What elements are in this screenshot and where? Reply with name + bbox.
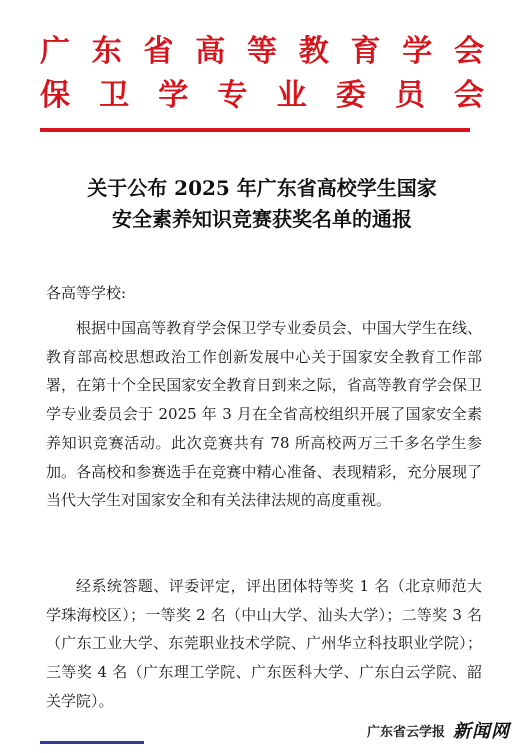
org-char: 会 bbox=[454, 34, 484, 69]
org-char: 高 bbox=[195, 34, 226, 69]
org-char: 育 bbox=[350, 34, 381, 69]
org-char: 专 bbox=[217, 78, 248, 113]
org-char: 省 bbox=[143, 34, 174, 69]
org-char: 学 bbox=[158, 78, 189, 113]
document-title-line-2: 安全素养知识竞赛获奖名单的通报 bbox=[112, 207, 412, 231]
letterhead bbox=[0, 0, 524, 135]
footer-accent-bar bbox=[40, 741, 144, 744]
body-paragraph-1: 根据中国高等教育学会保卫学专业委员会、中国大学生在线、教育部高校思想政治工作创新发展中心关于国家安全教育工作部署，在第十个全民国家安全教育日到来之际，省高等教育学会保卫学专业委员会于 2025 年 3 月在全省高校组织开展了国家安全素养知识竞赛活动。此次竞赛共有 78 所高校两万三千多名学生参加。各高校和参赛选手在竞赛中精心准备、表现精彩，充分展现了当代大学生对国家安全和有关法律法规的高度重视。 bbox=[46, 319, 482, 510]
org-char: 员 bbox=[394, 78, 425, 113]
org-char: 等 bbox=[247, 34, 277, 69]
organization-name-line-1 bbox=[40, 34, 484, 70]
org-char: 业 bbox=[276, 78, 307, 113]
body-paragraph-2: 经系统答题、评委评定，评出团体特等奖 1 名（北京师范大学珠海校区）；一等奖 2 名（中山大学、汕头大学）；二等奖 3 名（广东工业大学、东莞职业技术学院、广州华立科技职业学院）；三等奖 4 名（广东理工学院、广东医科大学、广东白云学院、韶关学院）。 bbox=[46, 577, 482, 710]
org-char: 广 bbox=[40, 34, 70, 69]
watermark bbox=[363, 716, 514, 744]
letterhead-divider bbox=[40, 128, 470, 132]
org-char: 委 bbox=[335, 78, 366, 113]
organization-name-line-2 bbox=[40, 78, 484, 114]
org-char: 教 bbox=[298, 34, 329, 69]
document-title-line-1: 关于公布 2025 年广东省高校学生国家 bbox=[87, 176, 437, 200]
org-char: 卫 bbox=[99, 78, 130, 113]
org-char: 会 bbox=[453, 78, 484, 113]
news-site-logo: 新闻网 bbox=[453, 721, 510, 742]
org-char: 学 bbox=[402, 34, 433, 69]
salutation: 各高等学校: bbox=[46, 284, 127, 302]
org-char: 东 bbox=[91, 34, 122, 69]
watermark-text: 广东省云学报 bbox=[366, 724, 445, 740]
org-char: 保 bbox=[40, 78, 70, 113]
